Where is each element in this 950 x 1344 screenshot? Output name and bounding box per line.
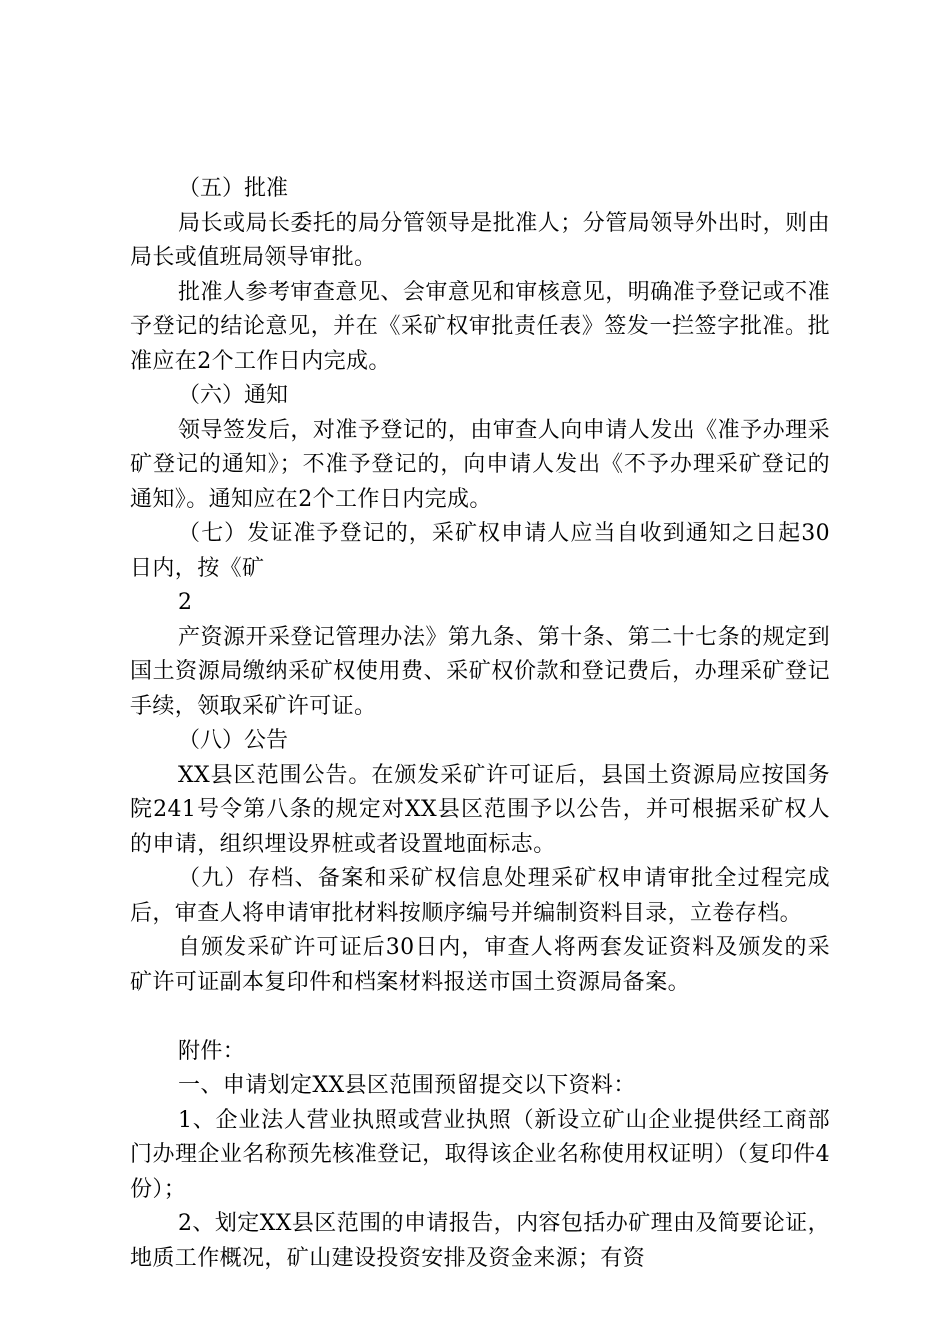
paragraph: 领导签发后，对准予登记的，由审查人向申请人发出《准予办理采矿登记的通知》；不准予登记的，向申请人发出《不予办理采矿登记的通知》。通知应在2个工作日内完成。 xyxy=(130,417,830,512)
section-heading-announcement: （八）公告 xyxy=(178,728,289,753)
page-number: 2 xyxy=(178,590,192,615)
paragraph: 产资源开采登记管理办法》第九条、第十条、第二十七条的规定到国土资源局缴纳采矿权使用费、采矿权价款和登记费后，办理采矿登记手续，领取采矿许可证。 xyxy=(130,624,830,719)
paragraph: （七）发证准予登记的，采矿权申请人应当自收到通知之日起30日内，按《矿 xyxy=(130,521,830,581)
paragraph: 自颁发采矿许可证后30日内，审查人将两套发证资料及颁发的采矿许可证副本复印件和档案材料报送市国土资源局备案。 xyxy=(130,935,830,995)
section-heading-notice: （六）通知 xyxy=(178,383,289,408)
attachment-label: 附件： xyxy=(178,1038,246,1064)
list-item: 2、划定XX县区范围的申请报告，内容包括办矿理由及简要论证，地质工作概况，矿山建设投资安排及资金来源；有资 xyxy=(130,1211,830,1271)
section-heading-approval: （五）批准 xyxy=(178,176,289,201)
paragraph: （九）存档、备案和采矿权信息处理采矿权申请审批全过程完成后，审查人将申请审批材料按顺序编号并编制资料目录，立卷存档。 xyxy=(130,866,830,926)
document-body xyxy=(130,172,830,1276)
paragraph: 局长或局长委托的局分管领导是批准人；分管局领导外出时，则由局长或值班局领导审批。 xyxy=(130,210,830,270)
list-item: 1、企业法人营业执照或营业执照（新设立矿山企业提供经工商部门办理企业名称预先核准登记，取得该企业名称使用权证明）（复印件4份）； xyxy=(130,1107,830,1202)
paragraph: 一、申请划定XX县区范围预留提交以下资料： xyxy=(178,1073,636,1098)
blank-line xyxy=(130,1000,830,1035)
paragraph: XX县区范围公告。在颁发采矿许可证后，县国土资源局应按国务院241号令第八条的规定对XX县区范围予以公告，并可根据采矿权人的申请，组织埋设界桩或者设置地面标志。 xyxy=(130,762,830,857)
paragraph: 批准人参考审查意见、会审意见和审核意见，明确准予登记或不准予登记的结论意见，并在《采矿权审批责任表》签发一拦签字批准。批准应在2个工作日内完成。 xyxy=(130,279,830,374)
